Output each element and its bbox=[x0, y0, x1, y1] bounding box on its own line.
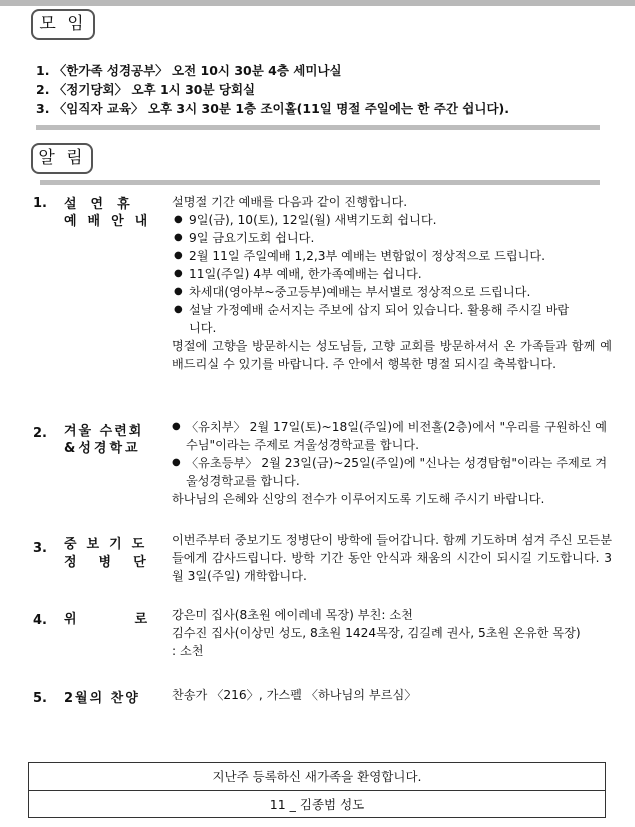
meetings-heading: 모 임 bbox=[39, 14, 87, 34]
item-title: 정병단 bbox=[64, 555, 168, 570]
item-title: 설연휴 bbox=[64, 197, 144, 212]
item-intro: 설명절 기간 예배를 다음과 같이 진행합니다. bbox=[172, 195, 408, 209]
item-number: 4. bbox=[33, 613, 47, 628]
item-text: 찬송가 〈216〉, 가스펠 〈하나님의 부르심〉 bbox=[172, 688, 417, 702]
item-title: 겨울 수련회 bbox=[64, 424, 144, 439]
item-text: 이번주부터 중보기도 정병단이 방학에 들어갑니다. 함께 기도하며 섬겨 주신 모든분들에게 감사드립니다. 방학 기간 동안 안식과 채움의 시간이 되시길 기도합니다. 3월 3일(주일) 개학합니다. bbox=[172, 533, 612, 583]
item-title: 예배안내 bbox=[64, 214, 159, 229]
item-line: 강은미 집사(8초원 에이레네 목장) 부친: 소천 bbox=[172, 608, 413, 622]
item-line: 김수진 집사(이상민 성도, 8초원 1424목장, 김길례 권사, 5초원 온유한 목장) bbox=[172, 626, 581, 640]
item-outro: 명절에 고향을 방문하시는 성도님들, 고향 교회를 방문하셔서 온 가족들과 함께 예배드리실 수 있기를 바랍니다. 주 안에서 행복한 명절 되시길 축복합니다. bbox=[172, 339, 612, 371]
item-number: 3. bbox=[33, 541, 47, 556]
bullet-item: ● 9일(금), 10(토), 12일(월) 새벽기도회 쉽니다. bbox=[172, 211, 612, 229]
item-title: 위로 bbox=[64, 612, 206, 627]
bullet-item: ● 차세대(영아부~중고등부)예배는 부서별로 정상적으로 드립니다. bbox=[172, 283, 612, 301]
announcements-divider bbox=[40, 180, 600, 185]
item-body bbox=[172, 606, 612, 660]
bullet-item: ● 2월 11일 주일예배 1,2,3부 예배는 변함없이 정상적으로 드립니다. bbox=[172, 247, 612, 265]
item-outro: 하나님의 은혜와 신앙의 전수가 이루어지도록 기도해 주시기 바랍니다. bbox=[172, 492, 545, 506]
item-number: 5. bbox=[33, 691, 47, 706]
bullet-item: ● 11일(주일) 4부 예배, 한가족예배는 쉽니다. bbox=[172, 265, 612, 283]
meetings-divider bbox=[36, 125, 600, 130]
bullet-item: ● 〈유초등부〉 2월 23일(금)~25일(주일)에 "신나는 성경탐험"이라는 주제로 겨울성경학교를 합니다. bbox=[172, 454, 612, 490]
announcements-heading-box bbox=[31, 143, 93, 174]
item-line: : 소천 bbox=[172, 644, 204, 658]
item-title: 2월의 찬양 bbox=[64, 691, 140, 706]
item-body bbox=[172, 418, 612, 508]
meeting-item: 1. 〈한가족 성경공부〉 오전 10시 30분 4층 세미나실 bbox=[36, 63, 342, 78]
new-member-entry: 11 _ 김종범 성도 bbox=[29, 790, 605, 818]
welcome-caption: 지난주 등록하신 새가족을 환영합니다. bbox=[212, 769, 422, 784]
announcements-heading: 알 림 bbox=[38, 148, 86, 168]
meeting-item: 2. 〈정기당회〉 오후 1시 30분 당회실 bbox=[36, 82, 256, 97]
meeting-item: 3. 〈임직자 교육〉 오후 3시 30분 1층 조이홀(11일 명절 주일에는 한 주간 쉽니다). bbox=[36, 101, 509, 116]
item-title: &성경학교 bbox=[64, 441, 141, 456]
item-number: 1. bbox=[33, 196, 47, 211]
item-number: 2. bbox=[33, 426, 47, 441]
new-family-welcome-box bbox=[28, 762, 606, 818]
item-title: 중보기도 bbox=[64, 537, 155, 552]
bullet-item: ● 설날 가정예배 순서지는 주보에 삽지 되어 있습니다. 활용해 주시길 바랍니다. bbox=[172, 301, 574, 337]
top-border bbox=[0, 0, 635, 6]
bullet-item: ● 〈유치부〉 2월 17일(토)~18일(주일)에 비전홀(2층)에서 "우리를 구원하신 예수님"이라는 주제로 겨울성경학교를 합니다. bbox=[172, 418, 612, 454]
meetings-heading-box bbox=[31, 9, 95, 40]
item-body bbox=[172, 193, 612, 373]
bullet-item: ● 9일 금요기도회 쉽니다. bbox=[172, 229, 612, 247]
